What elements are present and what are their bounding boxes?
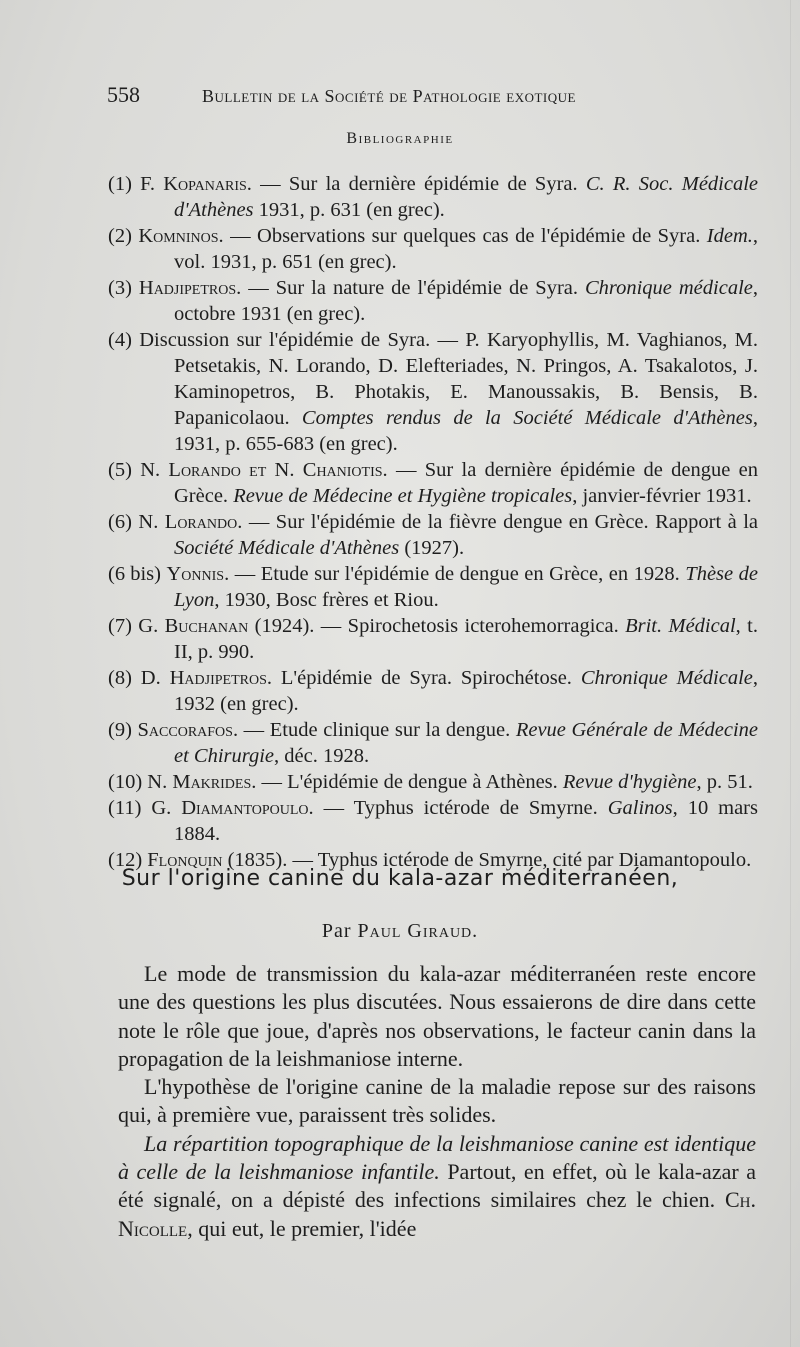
reference-details: , 10 mars 1884. [174,797,758,845]
reference-author: G. Diamantopoulo. [151,797,314,819]
reference-number: (5) [108,459,132,481]
page-number: 558 [107,82,140,107]
reference-text: — Typhus ictérode de Smyrne. [313,797,608,819]
reference-author: D. Hadjipetros. [140,667,272,689]
reference-source: Revue Générale de Médecine et Chirurgie [174,719,758,767]
reference-details: (1927). [399,537,465,559]
reference-number: (9) [108,719,132,741]
reference-details: , p. 51. [696,771,753,793]
reference-text: (1924). — Spirochetosis icterohemorragica. [248,615,626,637]
reference-text: — Sur l'épidémie de la fièvre dengue en Grèce. Rapport à la [242,511,759,533]
reference-author: N. Lorando et N. Chaniotis. [140,459,388,481]
reference-item [108,275,758,327]
byline-prefix: Par [321,920,358,942]
reference-source: Thèse de Lyon [174,563,758,611]
reference-item [108,769,758,795]
reference-details: , 1931, p. 655-683 (en grec). [174,407,758,455]
reference-source: Chronique médicale [584,277,753,299]
reference-number: (1) [108,173,132,195]
reference-details: , janvier-février 1931. [572,485,752,507]
cited-author: Ch. Nicolle, [118,1187,756,1241]
reference-text: (1835). — Typhus ictérode de Smyrne, cité par Diamantopoulo. [222,849,752,871]
reference-number: (2) [108,225,132,247]
reference-details: , déc. 1928. [274,745,370,767]
article-author: Paul Giraud. [357,920,479,942]
reference-author: Hadjipetros. [138,277,242,299]
article-body [118,960,756,1243]
reference-item [108,509,758,561]
reference-text: L'épidémie de Syra. Spirochétose. [272,667,581,689]
reference-item [108,327,758,457]
reference-number: (7) [108,615,132,637]
reference-text: — Sur la dernière épidémie de dengue en Grèce. [174,459,758,507]
reference-item [108,613,758,665]
reference-number: (12) [108,849,143,871]
reference-details: , vol. 1931, p. 651 (en grec). [174,225,759,273]
reference-text: — Sur la nature de l'épidémie de Syra. [241,277,585,299]
reference-item [108,171,758,223]
reference-author: Saccorafos. [137,719,239,741]
reference-number: (11) [108,797,142,819]
reference-source: Comptes rendus de la Société Médicale d'Athènes [301,407,753,429]
reference-text: — Observations sur quelques cas de l'épidémie de Syra. [223,225,707,247]
reference-text: — Etude sur l'épidémie de dengue en Grèce, en 1928. [229,563,686,585]
reference-author: Komninos. [138,225,224,247]
reference-author: Yonnis. [166,563,230,585]
reference-author: F. Kopanaris. [140,173,252,195]
reference-number: (8) [108,667,132,689]
reference-source: Revue de Médecine et Hygiène tropicales [233,485,573,507]
reference-source: Revue d'hygiène [562,771,697,793]
reference-author: G. Buchanan [138,615,249,637]
reference-source: Brit. Médical [625,615,736,637]
reference-number: (6) [108,511,132,533]
page-header [107,82,667,108]
reference-author: N. Lorando. [138,511,243,533]
reference-text: — L'épidémie de dengue à Athènes. [256,771,563,793]
reference-text: — Sur la dernière épidémie de Syra. [251,173,586,195]
reference-item [108,561,758,613]
reference-author: N. Makrides. [147,771,257,793]
reference-item [108,665,758,717]
reference-number: (3) [108,277,132,299]
reference-source: Galinos [607,797,673,819]
page-edge [790,0,791,1347]
paragraph-text: qui eut, le premier, l'idée [192,1215,417,1241]
reference-text: Discussion sur l'épidémie de Syra. — P. Karyophyllis, M. Vaghianos, M. Petsetakis, N. Lorando, D. Elefteriades, N. Pringos, A. Tsakalotos, J. Kaminopetros, B. Photakis, E. Manoussakis, B. Bensis, B. Papanicolaou. [139,329,758,429]
paragraph: Le mode de transmission du kala-azar méditerranéen reste encore une des questions les plus discutées. Nous essaierons de dire dans cette note le rôle que joue, d'après nos observations, le facteur canin dans la propagation de la leishmaniose interne. [118,961,756,1071]
reference-details: , t. II, p. 990. [174,615,758,663]
reference-details: , 1932 (en grec). [174,667,759,715]
reference-source: Idem. [706,225,753,247]
reference-details: 1931, p. 631 (en grec). [253,199,445,221]
article-byline [0,920,800,943]
reference-source: Société Médicale d'Athènes [174,537,400,559]
reference-details: , 1930, Bosc frères et Riou. [214,589,439,611]
reference-author: Flonquin [147,849,223,871]
bibliography-heading: Bibliographie [346,130,454,147]
reference-item [108,795,758,847]
running-head: Bulletin de la Société de Pathologie exotique [202,86,576,106]
reference-item [108,223,758,275]
reference-source: Chronique Médicale [580,667,753,689]
reference-number: (4) [108,329,132,351]
reference-details: , octobre 1931 (en grec). [174,277,758,325]
reference-number: (6 bis) [108,563,161,585]
paragraph-text: Partout, en effet, où le kala-azar a été signalé, on a dépisté des infections similaires chez le chien. [118,1159,756,1213]
italic-statement: La répartition topographique de la leishmaniose canine est identique à celle de la leishmaniose infantile. [118,1130,756,1185]
reference-item [108,717,758,769]
reference-list [108,171,758,873]
reference-number: (10) [108,771,143,793]
reference-text: — Etude clinique sur la dengue. [238,719,516,741]
reference-item [108,457,758,509]
paragraph: L'hypothèse de l'origine canine de la maladie repose sur des raisons qui, à première vue, paraissent très solides. [118,1074,756,1128]
paragraph [118,1130,756,1243]
article-title: Sur l'origine canine du kala-azar méditerranéen, [121,866,679,891]
reference-source: C. R. Soc. Médicale d'Athènes [174,173,759,221]
